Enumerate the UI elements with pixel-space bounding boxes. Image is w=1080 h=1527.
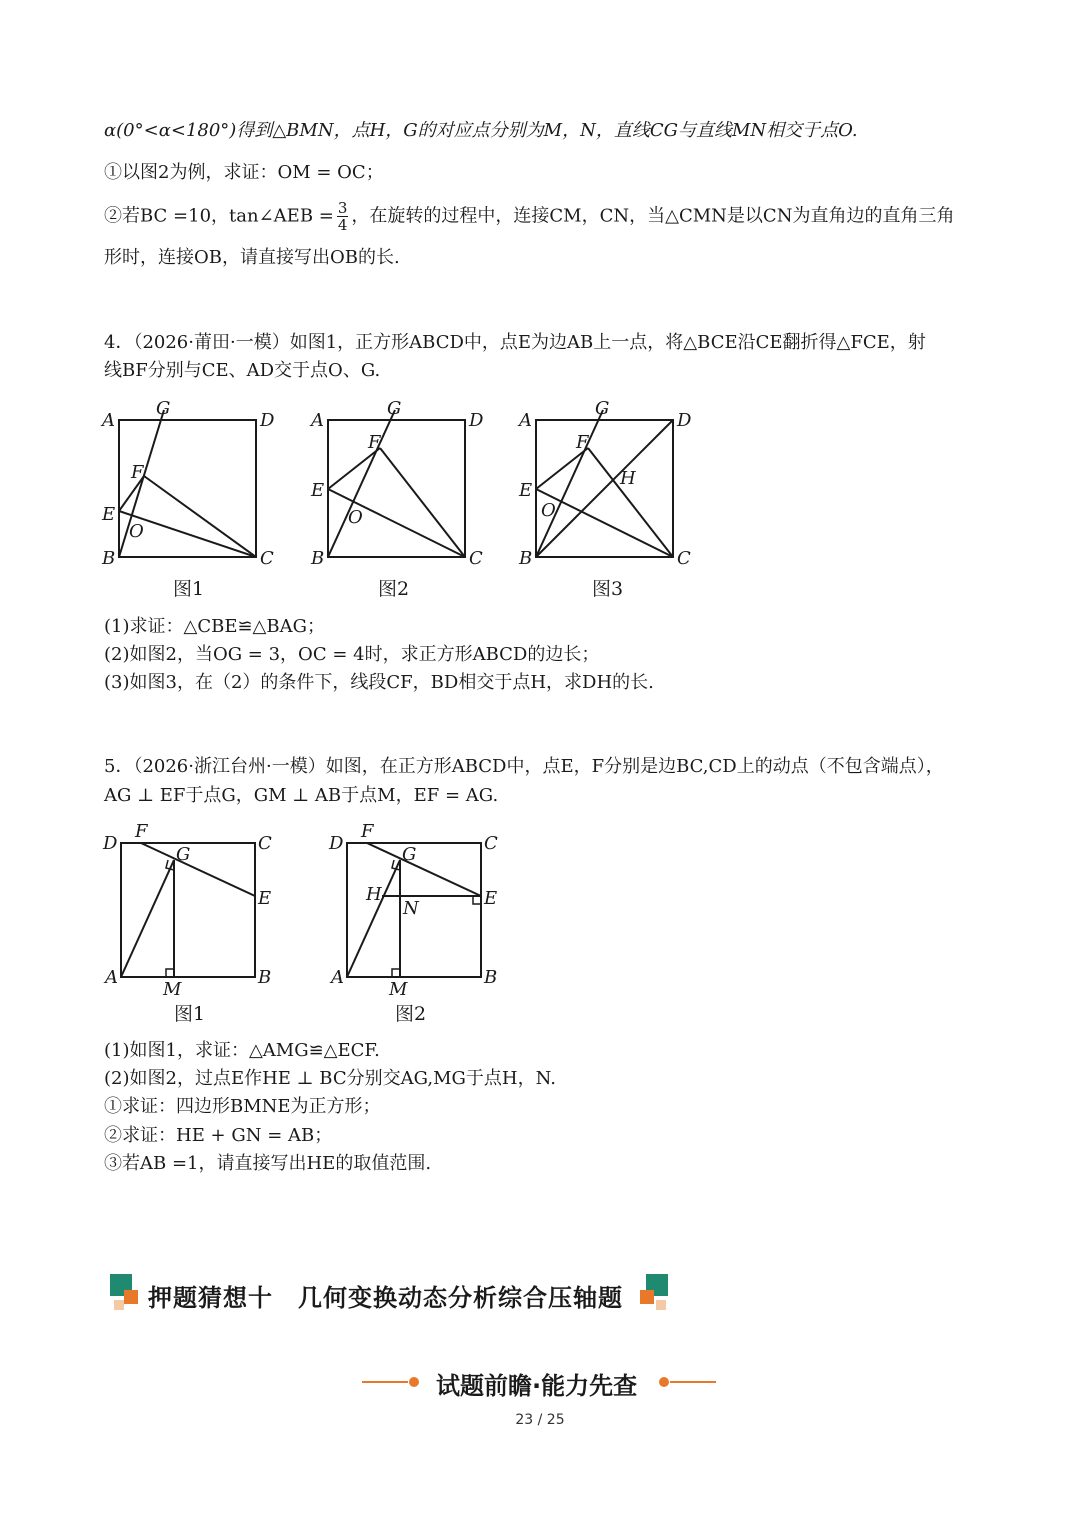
pt-O: O (348, 507, 363, 528)
pt-A: A (102, 410, 115, 431)
pt-M: M (163, 979, 182, 998)
pt-G: G (156, 398, 171, 419)
pt-M: M (389, 979, 408, 998)
pt-B: B (258, 967, 272, 988)
q3-line-4: 形时，连接OB，请直接写出OB的长. (104, 247, 400, 268)
pt-E: E (519, 480, 533, 501)
pt-E: E (484, 888, 498, 909)
q5-figure-2 (326, 818, 511, 998)
pt-F: F (131, 462, 144, 483)
pt-D: D (469, 410, 484, 431)
section-title: 押题猜想十 几何变换动态分析综合压轴题 (148, 1284, 623, 1312)
pt-C: C (469, 548, 483, 569)
pt-D: D (677, 410, 692, 431)
pt-A: A (311, 410, 324, 431)
pt-B: B (311, 548, 325, 569)
q4-sub-1: (1)求证：△CBE≌△BAG； (104, 616, 326, 637)
pt-G: G (595, 398, 610, 419)
q5-sub-4: ②求证：HE + GN = AB； (104, 1125, 333, 1146)
tan-fraction (337, 200, 349, 233)
q5-caption-2: 图2 (395, 1003, 427, 1025)
pt-E: E (311, 480, 325, 501)
pt-A: A (519, 410, 532, 431)
q4-sub-2: (2)如图2，当OG = 3，OC = 4时，求正方形ABCD的边长； (104, 644, 600, 665)
pt-F: F (135, 821, 148, 842)
pt-F: F (361, 821, 374, 842)
q5-caption-1: 图1 (174, 1003, 206, 1025)
pt-F: F (576, 432, 589, 453)
pt-G: G (387, 398, 402, 419)
pt-G: G (176, 844, 191, 865)
q4-figure-3 (516, 396, 701, 576)
pt-B: B (519, 548, 533, 569)
q4-sub-3: (3)如图3，在（2）的条件下，线段CF，BD相交于点H，求DH的长. (104, 672, 654, 693)
pt-H: H (620, 468, 636, 489)
pt-O: O (129, 521, 144, 542)
pt-A: A (105, 967, 118, 988)
pt-C: C (484, 833, 498, 854)
section-subtitle: 试题前瞻·能力先查 (436, 1372, 638, 1400)
pt-D: D (103, 833, 118, 854)
frac-den: 4 (337, 216, 348, 234)
q4-caption-2: 图2 (378, 578, 410, 600)
q3-line-3a: ②若BC =10，tan∠AEB = (104, 205, 334, 227)
q5-figure-1 (100, 818, 285, 998)
q4-line-1: 4．（2026·莆田·一模）如图1，正方形ABCD中，点E为边AB上一点，将△BCE沿CE翻折得△FCE，射 (104, 332, 926, 353)
section-right-icon (638, 1272, 672, 1316)
pt-C: C (258, 833, 272, 854)
q3-line-2: ①以图2为例，求证：OM = OC； (104, 162, 384, 183)
frac-num: 3 (337, 199, 348, 217)
q5-line-2: AG ⊥ EF于点G，GM ⊥ AB于点M，EF = AG. (104, 785, 499, 806)
pt-O: O (541, 500, 556, 521)
q3-line-1: α(0°<α<180°)得到△BMN，点H，G的对应点分别为M，N，直线CG与直线MN相交于点O. (104, 120, 858, 141)
pt-D: D (260, 410, 275, 431)
pt-E: E (258, 888, 272, 909)
pt-H: H (366, 884, 382, 905)
pt-F: F (368, 432, 381, 453)
q5-sub-2: (2)如图2，过点E作HE ⊥ BC分别交AG,MG于点H，N. (104, 1068, 556, 1089)
pt-G: G (402, 844, 417, 865)
section-header (108, 1272, 688, 1316)
q5-sub-3: ①求证：四边形BMNE为正方形； (104, 1096, 381, 1117)
pt-B: B (484, 967, 498, 988)
q4-caption-1: 图1 (173, 578, 205, 600)
q5-sub-5: ③若AB =1，请直接写出HE的取值范围. (104, 1153, 432, 1174)
pt-N: N (403, 898, 419, 919)
pt-B: B (102, 548, 116, 569)
q4-line-2: 线BF分别与CE、AD交于点O、G. (104, 360, 381, 381)
q5-line-1: 5．（2026·浙江台州·一模）如图，在正方形ABCD中，点E，F分别是边BC,CD上的动点（不包含端点）， (104, 756, 944, 777)
pt-D: D (329, 833, 344, 854)
q5-sub-1: (1)如图1，求证：△AMG≌△ECF. (104, 1040, 380, 1061)
q4-caption-3: 图3 (592, 578, 624, 600)
section-left-icon (108, 1272, 142, 1316)
q4-figure-1 (100, 396, 280, 576)
pt-C: C (260, 548, 274, 569)
pt-C: C (677, 548, 691, 569)
section-subtitle-wrap (360, 1362, 720, 1402)
q4-figure-2 (308, 396, 488, 576)
q3-line-3 (104, 200, 954, 233)
pt-A: A (331, 967, 344, 988)
q3-line-3b: ，在旋转的过程中，连接CM，CN，当△CMN是以CN为直角边的直角三角 (351, 205, 955, 227)
pt-E: E (102, 504, 116, 525)
page-number: 23 / 25 (515, 1412, 565, 1428)
